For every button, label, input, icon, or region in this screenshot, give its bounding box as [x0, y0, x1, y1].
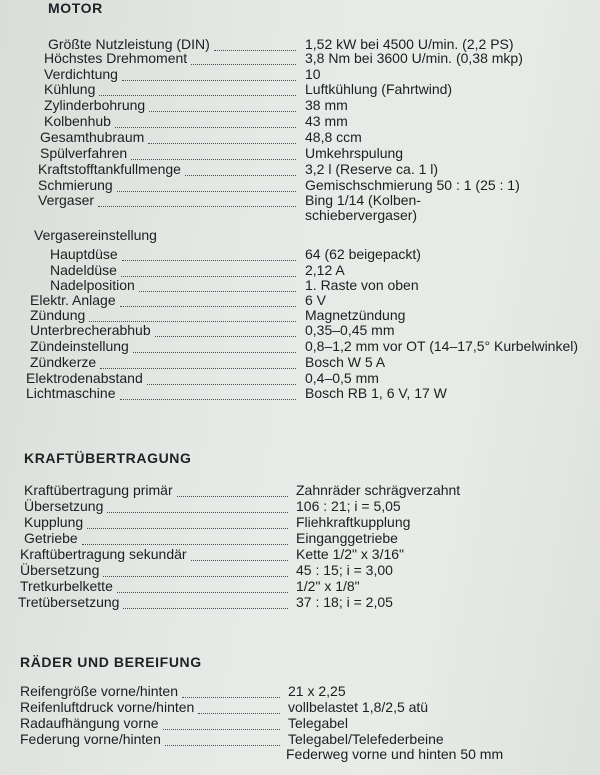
spec-value: Gemischschmierung 50 : 1 (25 : 1): [305, 177, 520, 193]
spec-value: 1/2" x 1/8": [296, 578, 360, 594]
spec-label: Übersetzung: [24, 498, 104, 514]
spec-label: Kühlung: [44, 81, 96, 97]
spec-row: [0, 354, 600, 370]
spec-value-continued: schiebervergaser): [305, 207, 418, 223]
spec-row: [0, 81, 600, 97]
spec-label: Federung vorne/hinten: [20, 731, 161, 747]
leader-dots: [107, 502, 288, 513]
spec-value: 10: [305, 66, 321, 82]
spec-value: Luftkühlung (Fahrtwind): [305, 81, 453, 97]
leader-dots: [191, 550, 288, 561]
spec-row: [0, 338, 600, 354]
leader-dots: [122, 250, 296, 261]
spec-value: 0,35–0,45 mm: [305, 322, 395, 338]
section-heading-raeder: RÄDER UND BEREIFUNG: [20, 654, 202, 670]
leader-dots: [89, 311, 296, 322]
spec-label: Gesamthubraum: [40, 129, 145, 145]
leader-dots: [149, 101, 296, 112]
leader-dots: [117, 181, 296, 192]
spec-row: [0, 292, 600, 308]
leader-dots: [133, 342, 296, 353]
spec-row: [0, 514, 600, 530]
spec-label: Zylinderbohrung: [44, 97, 146, 113]
spec-value: Telegabel: [288, 715, 348, 731]
spec-row: [0, 177, 600, 193]
leader-dots: [103, 566, 288, 577]
spec-label: Kraftstofftankfullmenge: [38, 161, 181, 177]
spec-value: Fliehkraftkupplung: [296, 514, 411, 530]
leader-dots: [82, 534, 288, 545]
leader-dots: [100, 358, 296, 369]
leader-dots: [191, 54, 296, 65]
spec-row: [0, 161, 600, 177]
spec-value-continued: Federweg vorne und hinten 50 mm: [286, 746, 504, 762]
leader-dots: [163, 719, 280, 730]
spec-row: [0, 262, 600, 278]
spec-label: Tretübersetzung: [18, 594, 120, 610]
spec-row: [0, 594, 600, 610]
leader-dots: [121, 266, 296, 277]
spec-label: Reifengröße vorne/hinten: [20, 683, 178, 699]
spec-value: 48,8 ccm: [305, 129, 362, 145]
spec-row: [0, 227, 600, 243]
spec-row: [0, 498, 600, 514]
spec-label: Übersetzung: [20, 562, 100, 578]
spec-label: Lichtmaschine: [26, 385, 116, 401]
spec-value: Umkehrspulung: [305, 145, 404, 161]
spec-row: [0, 683, 600, 699]
spec-row: [0, 562, 600, 578]
spec-value: 45 : 15; i = 3,00: [296, 562, 393, 578]
spec-label: Verdichtung: [44, 66, 118, 82]
leader-dots: [185, 165, 296, 176]
leader-dots: [147, 374, 296, 385]
spec-label: Elektr. Anlage: [30, 292, 116, 308]
spec-value: 64 (62 beigepackt): [305, 246, 421, 262]
spec-label: Reifenluftdruck vorne/hinten: [20, 699, 195, 715]
section-heading-motor: MOTOR: [48, 0, 103, 16]
spec-value: Telegabel/Telefederbeine: [288, 731, 444, 747]
spec-label: Spülverfahren: [40, 145, 128, 161]
spec-label: Höchstes Drehmoment: [44, 50, 188, 66]
leader-dots: [182, 687, 280, 698]
spec-value: Bing 1/14 (Kolben-: [305, 192, 421, 208]
spec-value: 3,2 l (Reserve ca. 1 l): [305, 161, 439, 177]
spec-row: [0, 385, 600, 401]
leader-dots: [165, 735, 280, 746]
spec-value: 1. Raste von oben: [305, 277, 419, 293]
spec-value: 6 V: [305, 292, 327, 308]
leader-dots: [120, 389, 297, 400]
spec-row: [0, 97, 600, 113]
spec-row: [0, 578, 600, 594]
spec-label: Zündung: [30, 307, 86, 323]
spec-row: [0, 113, 600, 129]
spec-value: Zahnräder schrägverzahnt: [296, 482, 461, 498]
leader-dots: [198, 703, 280, 714]
spec-label: Elektrodenabstand: [26, 370, 143, 386]
spec-label: Kraftübertragung primär: [24, 482, 173, 498]
spec-label: Getriebe: [24, 530, 78, 546]
spec-label: Vergaser: [38, 192, 95, 208]
leader-dots: [117, 582, 288, 593]
spec-value: 2,12 A: [305, 262, 345, 278]
leader-dots: [131, 149, 296, 160]
spec-value: 0,8–1,2 mm vor OT (14–17,5° Kurbelwinkel): [305, 338, 579, 354]
spec-value: Kette 1/2" x 3/16": [296, 546, 405, 562]
spec-row: [0, 246, 600, 262]
spec-label: Schmierung: [38, 177, 113, 193]
spec-row: [0, 482, 600, 498]
leader-dots: [177, 486, 288, 497]
spec-label: Größte Nutzleistung (DIN): [48, 36, 210, 52]
spec-value: vollbelastet 1,8/2,5 atü: [288, 699, 429, 715]
spec-label: Zündkerze: [30, 354, 97, 370]
spec-value: 37 : 18; i = 2,05: [296, 594, 393, 610]
spec-row: [0, 307, 600, 323]
leader-dots: [99, 85, 296, 96]
spec-label: Kraftübertragung sekundär: [20, 546, 187, 562]
leader-dots: [87, 518, 288, 529]
spec-label: Hauptdüse: [50, 246, 118, 262]
leader-dots: [122, 70, 296, 81]
spec-label: Nadeldüse: [50, 262, 117, 278]
spec-row: [0, 129, 600, 145]
leader-dots: [139, 281, 296, 292]
spec-row: [0, 322, 600, 338]
leader-dots: [123, 598, 288, 609]
spec-value: 3,8 Nm bei 3600 U/min. (0,38 mkp): [305, 50, 523, 66]
spec-row: [0, 66, 600, 82]
spec-row: [0, 192, 600, 223]
spec-row: [0, 546, 600, 562]
leader-dots: [155, 326, 296, 337]
spec-value: Bosch W 5 A: [305, 354, 386, 370]
leader-dots: [98, 196, 296, 207]
spec-value: 38 mm: [305, 97, 348, 113]
spec-row: [0, 530, 600, 546]
spec-row: [0, 715, 600, 731]
spec-value: 43 mm: [305, 113, 348, 129]
spec-row: [0, 370, 600, 386]
spec-row: [0, 699, 600, 715]
spec-value: 0,4–0,5 mm: [305, 370, 379, 386]
spec-row: [0, 145, 600, 161]
spec-value: 106 : 21; i = 5,05: [296, 498, 401, 514]
leader-dots: [148, 133, 296, 144]
leader-dots: [115, 117, 296, 128]
spec-label: Vergasereinstellung: [34, 227, 157, 243]
spec-label: Nadelposition: [50, 277, 135, 293]
spec-label: Zündeinstellung: [30, 338, 129, 354]
spec-label: Tretkurbelkette: [20, 578, 113, 594]
leader-dots: [120, 296, 296, 307]
spec-label: Radaufhängung vorne: [20, 715, 159, 731]
spec-value: Einganggetriebe: [296, 530, 398, 546]
spec-label: Kupplung: [24, 514, 84, 530]
section-heading-kraftuebertragung: KRAFTÜBERTRAGUNG: [24, 450, 192, 466]
spec-label: Kolbenhub: [44, 113, 111, 129]
spec-value: Magnetzündung: [305, 307, 406, 323]
spec-row: [0, 731, 600, 762]
spec-value: 21 x 2,25: [288, 683, 346, 699]
spec-label: Unterbrecherabhub: [30, 322, 151, 338]
spec-value: Bosch RB 1, 6 V, 17 W: [305, 385, 447, 401]
spec-row: [0, 277, 600, 293]
spec-row: [0, 50, 600, 66]
spec-value: 1,52 kW bei 4500 U/min. (2,2 PS): [305, 36, 514, 52]
